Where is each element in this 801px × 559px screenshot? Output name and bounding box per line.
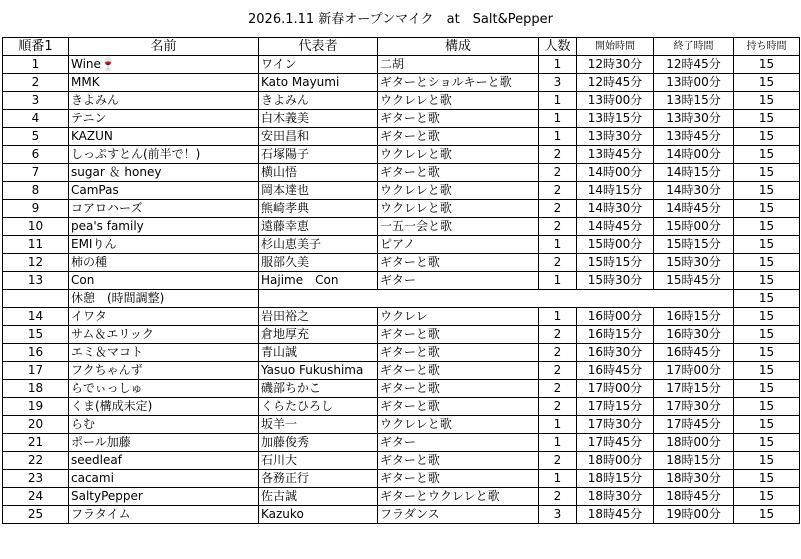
cell-end: 15時15分 — [654, 236, 734, 254]
cell-end: 14時45分 — [654, 200, 734, 218]
cell-representative: Yasuo Fukushima — [259, 362, 378, 380]
cell-end: 18時45分 — [654, 488, 734, 506]
cell-count: 3 — [539, 74, 577, 92]
cell-duration: 15 — [734, 470, 800, 488]
cell-start: 13時30分 — [577, 128, 654, 146]
cell-duration: 15 — [734, 398, 800, 416]
cell-order: 3 — [3, 92, 69, 110]
cell-count: 2 — [539, 182, 577, 200]
cell-representative: 安田昌和 — [259, 128, 378, 146]
cell-name: きよみん — [69, 92, 259, 110]
cell-start: 18時15分 — [577, 470, 654, 488]
cell-start: 18時30分 — [577, 488, 654, 506]
cell-start: 12時30分 — [577, 56, 654, 74]
cell-composition: 二胡 — [378, 56, 539, 74]
cell-composition: ウクレレ — [378, 308, 539, 326]
cell-end: 15時00分 — [654, 218, 734, 236]
cell-name: seedleaf — [69, 452, 259, 470]
cell-start: 17時15分 — [577, 398, 654, 416]
cell-start: 14時00分 — [577, 164, 654, 182]
cell-end: 16時15分 — [654, 308, 734, 326]
cell-name: サム＆エリック — [69, 326, 259, 344]
cell-end: 12時45分 — [654, 56, 734, 74]
cell-start: 16時45分 — [577, 362, 654, 380]
cell-duration: 15 — [734, 236, 800, 254]
cell-name: Wine🍷 — [69, 56, 259, 74]
cell-representative: 佐古誠 — [259, 488, 378, 506]
cell-name: ポール加藤 — [69, 434, 259, 452]
cell-representative: 石川大 — [259, 452, 378, 470]
cell-count: 2 — [539, 326, 577, 344]
cell-composition: ギターと歌 — [378, 380, 539, 398]
table-row — [3, 272, 800, 290]
cell-representative: Hajime Con — [259, 272, 378, 290]
cell-count: 2 — [539, 488, 577, 506]
cell-composition: ウクレレと歌 — [378, 182, 539, 200]
cell-name: cacami — [69, 470, 259, 488]
cell-composition: ウクレレと歌 — [378, 92, 539, 110]
table-row — [3, 218, 800, 236]
cell-name: CamPas — [69, 182, 259, 200]
cell-start: 17時00分 — [577, 380, 654, 398]
cell-representative: 各務正行 — [259, 470, 378, 488]
cell-count: 1 — [539, 272, 577, 290]
cell-start: 16時30分 — [577, 344, 654, 362]
cell-duration: 15 — [734, 272, 800, 290]
table-row — [3, 236, 800, 254]
cell-composition: ギターと歌 — [378, 326, 539, 344]
cell-name: らむ — [69, 416, 259, 434]
cell-count: 2 — [539, 146, 577, 164]
table-row — [3, 416, 800, 434]
header-name: 名前 — [69, 38, 259, 56]
cell-count: 2 — [539, 254, 577, 272]
cell-name: Con — [69, 272, 259, 290]
cell-duration: 15 — [734, 74, 800, 92]
cell-duration: 15 — [734, 254, 800, 272]
cell-order: 10 — [3, 218, 69, 236]
cell-count: 1 — [539, 308, 577, 326]
cell-composition: 一五一会と歌 — [378, 218, 539, 236]
cell-composition: ギターと歌 — [378, 398, 539, 416]
cell-composition: ウクレレと歌 — [378, 416, 539, 434]
cell-composition: ギターとウクレレと歌 — [378, 488, 539, 506]
table-row — [3, 470, 800, 488]
cell-end: 17時30分 — [654, 398, 734, 416]
table-row — [3, 308, 800, 326]
cell-composition: ギターと歌 — [378, 344, 539, 362]
cell-order: 19 — [3, 398, 69, 416]
cell-name: テニン — [69, 110, 259, 128]
cell-order: 16 — [3, 344, 69, 362]
cell-representative: Kato Mayumi — [259, 74, 378, 92]
cell-representative: 熊崎孝典 — [259, 200, 378, 218]
cell-name: イワタ — [69, 308, 259, 326]
table-row — [3, 74, 800, 92]
cell-count: 2 — [539, 164, 577, 182]
cell-end: 17時15分 — [654, 380, 734, 398]
cell-composition: ギターと歌 — [378, 452, 539, 470]
cell-name: しっぷすとん(前半で！) — [69, 146, 259, 164]
cell-end: 18時15分 — [654, 452, 734, 470]
cell-representative: くらたひろし — [259, 398, 378, 416]
cell-name: 休憩 (時間調整) — [69, 290, 259, 308]
cell-start: 16時15分 — [577, 326, 654, 344]
cell-end: 14時15分 — [654, 164, 734, 182]
cell-duration: 15 — [734, 506, 800, 524]
cell-representative: 倉地厚充 — [259, 326, 378, 344]
table-row — [3, 92, 800, 110]
cell-start: 17時30分 — [577, 416, 654, 434]
cell-duration: 15 — [734, 452, 800, 470]
cell-representative: 杉山恵美子 — [259, 236, 378, 254]
table-row — [3, 110, 800, 128]
cell-representative: 石塚陽子 — [259, 146, 378, 164]
table-row — [3, 362, 800, 380]
cell-name: sugar ＆ honey — [69, 164, 259, 182]
cell-count: 1 — [539, 434, 577, 452]
page-title: 2026.1.11 新春オープンマイク at Salt&Pepper — [248, 12, 553, 27]
cell-duration: 15 — [734, 362, 800, 380]
cell-order: 18 — [3, 380, 69, 398]
cell-end: 13時00分 — [654, 74, 734, 92]
cell-composition: ギターと歌 — [378, 110, 539, 128]
cell-start: 18時45分 — [577, 506, 654, 524]
cell-count: 3 — [539, 506, 577, 524]
cell-start: 17時45分 — [577, 434, 654, 452]
cell-composition: ウクレレと歌 — [378, 146, 539, 164]
cell-order: 6 — [3, 146, 69, 164]
cell-count: 2 — [539, 344, 577, 362]
cell-end: 18時00分 — [654, 434, 734, 452]
cell-end: 13時15分 — [654, 92, 734, 110]
cell-start: 14時45分 — [577, 218, 654, 236]
cell-count: 1 — [539, 92, 577, 110]
cell-duration: 15 — [734, 146, 800, 164]
cell-duration: 15 — [734, 110, 800, 128]
cell-duration: 15 — [734, 434, 800, 452]
cell-order: 11 — [3, 236, 69, 254]
cell-count: 1 — [539, 236, 577, 254]
cell-name: コアロハーズ — [69, 200, 259, 218]
cell-end: 13時45分 — [654, 128, 734, 146]
table-row — [3, 380, 800, 398]
cell-representative: 遠藤幸恵 — [259, 218, 378, 236]
table-row — [3, 434, 800, 452]
cell-order: 23 — [3, 470, 69, 488]
table-row — [3, 344, 800, 362]
cell-composition: ギターと歌 — [378, 254, 539, 272]
cell-start: 16時00分 — [577, 308, 654, 326]
table-row — [3, 164, 800, 182]
cell-representative: 青山誠 — [259, 344, 378, 362]
cell-end: 14時30分 — [654, 182, 734, 200]
cell-order: 2 — [3, 74, 69, 92]
table-row — [3, 182, 800, 200]
cell-composition: ギターと歌 — [378, 470, 539, 488]
break-row — [3, 290, 800, 308]
cell-representative: 服部久美 — [259, 254, 378, 272]
cell-end: 14時00分 — [654, 146, 734, 164]
cell-composition: ギター — [378, 434, 539, 452]
table-row — [3, 452, 800, 470]
cell-name: エミ＆マコト — [69, 344, 259, 362]
header-representative: 代表者 — [259, 38, 378, 56]
cell-end: 17時00分 — [654, 362, 734, 380]
cell-count: 2 — [539, 218, 577, 236]
cell-order: 12 — [3, 254, 69, 272]
cell-order: 20 — [3, 416, 69, 434]
cell-start: 14時15分 — [577, 182, 654, 200]
cell-order — [3, 290, 69, 308]
cell-order: 5 — [3, 128, 69, 146]
header-row — [3, 38, 800, 56]
cell-count: 2 — [539, 200, 577, 218]
cell-duration: 15 — [734, 416, 800, 434]
cell-start: 13時45分 — [577, 146, 654, 164]
table-row — [3, 146, 800, 164]
header-start: 開始時間 — [577, 38, 654, 56]
cell-count: 1 — [539, 470, 577, 488]
table-row — [3, 128, 800, 146]
cell-name: フラタイム — [69, 506, 259, 524]
cell-order: 24 — [3, 488, 69, 506]
cell-order: 15 — [3, 326, 69, 344]
cell-start: 12時45分 — [577, 74, 654, 92]
cell-end: 19時00分 — [654, 506, 734, 524]
cell-end: 15時30分 — [654, 254, 734, 272]
cell-composition: ウクレレと歌 — [378, 200, 539, 218]
header-order: 順番1 — [3, 38, 69, 56]
header-count: 人数 — [539, 38, 577, 56]
cell-count: 1 — [539, 128, 577, 146]
cell-order: 25 — [3, 506, 69, 524]
cell-duration: 15 — [734, 56, 800, 74]
table-row — [3, 398, 800, 416]
cell-end: 16時45分 — [654, 344, 734, 362]
schedule-table — [2, 37, 800, 524]
cell-representative: 岡本達也 — [259, 182, 378, 200]
header-duration: 持ち時間 — [734, 38, 800, 56]
cell-count: 2 — [539, 380, 577, 398]
cell-start: 14時30分 — [577, 200, 654, 218]
cell-duration: 15 — [734, 380, 800, 398]
cell-duration: 15 — [734, 290, 800, 308]
cell-end: 16時30分 — [654, 326, 734, 344]
cell-composition: フラダンス — [378, 506, 539, 524]
cell-duration: 15 — [734, 164, 800, 182]
cell-start: 13時15分 — [577, 110, 654, 128]
cell-order: 1 — [3, 56, 69, 74]
cell-representative: 白木義美 — [259, 110, 378, 128]
cell-order: 21 — [3, 434, 69, 452]
cell-composition: ギター — [378, 272, 539, 290]
cell-duration: 15 — [734, 344, 800, 362]
cell-composition: ピアノ — [378, 236, 539, 254]
cell-name: EMIりん — [69, 236, 259, 254]
cell-duration: 15 — [734, 92, 800, 110]
cell-duration: 15 — [734, 200, 800, 218]
cell-break-span — [259, 290, 734, 308]
cell-representative: Kazuko — [259, 506, 378, 524]
cell-order: 17 — [3, 362, 69, 380]
table-row — [3, 200, 800, 218]
cell-count: 1 — [539, 110, 577, 128]
cell-start: 13時00分 — [577, 92, 654, 110]
cell-name: KAZUN — [69, 128, 259, 146]
cell-order: 4 — [3, 110, 69, 128]
cell-duration: 15 — [734, 326, 800, 344]
cell-representative: 磯部ちかこ — [259, 380, 378, 398]
cell-name: フクちゃんず — [69, 362, 259, 380]
cell-start: 15時00分 — [577, 236, 654, 254]
cell-count: 2 — [539, 452, 577, 470]
table-row — [3, 56, 800, 74]
cell-end: 15時45分 — [654, 272, 734, 290]
cell-name: pea's family — [69, 218, 259, 236]
cell-representative: 加藤俊秀 — [259, 434, 378, 452]
cell-start: 15時30分 — [577, 272, 654, 290]
table-row — [3, 506, 800, 524]
cell-name: らでぃっしゅ — [69, 380, 259, 398]
cell-duration: 15 — [734, 218, 800, 236]
cell-duration: 15 — [734, 182, 800, 200]
cell-representative: 横山悟 — [259, 164, 378, 182]
cell-duration: 15 — [734, 128, 800, 146]
cell-start: 18時00分 — [577, 452, 654, 470]
cell-composition: ギターと歌 — [378, 362, 539, 380]
table-row — [3, 254, 800, 272]
cell-count: 1 — [539, 416, 577, 434]
cell-name: MMK — [69, 74, 259, 92]
cell-composition: ギターと歌 — [378, 128, 539, 146]
table-row — [3, 488, 800, 506]
cell-duration: 15 — [734, 488, 800, 506]
cell-end: 18時30分 — [654, 470, 734, 488]
cell-composition: ギターと歌 — [378, 164, 539, 182]
header-composition: 構成 — [378, 38, 539, 56]
cell-name: 柿の種 — [69, 254, 259, 272]
cell-representative: ワイン — [259, 56, 378, 74]
cell-composition: ギターとショルキーと歌 — [378, 74, 539, 92]
schedule-rows — [3, 56, 800, 524]
cell-count: 2 — [539, 398, 577, 416]
cell-count: 1 — [539, 56, 577, 74]
cell-representative: きよみん — [259, 92, 378, 110]
cell-representative: 坂羊一 — [259, 416, 378, 434]
header-end: 終了時間 — [654, 38, 734, 56]
cell-order: 22 — [3, 452, 69, 470]
cell-order: 8 — [3, 182, 69, 200]
cell-name: SaltyPepper — [69, 488, 259, 506]
cell-name: くま(構成未定) — [69, 398, 259, 416]
cell-order: 9 — [3, 200, 69, 218]
cell-order: 7 — [3, 164, 69, 182]
cell-end: 17時45分 — [654, 416, 734, 434]
cell-representative: 岩田裕之 — [259, 308, 378, 326]
cell-order: 14 — [3, 308, 69, 326]
cell-duration: 15 — [734, 308, 800, 326]
cell-end: 13時30分 — [654, 110, 734, 128]
cell-order: 13 — [3, 272, 69, 290]
cell-count: 2 — [539, 362, 577, 380]
cell-start: 15時15分 — [577, 254, 654, 272]
table-row — [3, 326, 800, 344]
